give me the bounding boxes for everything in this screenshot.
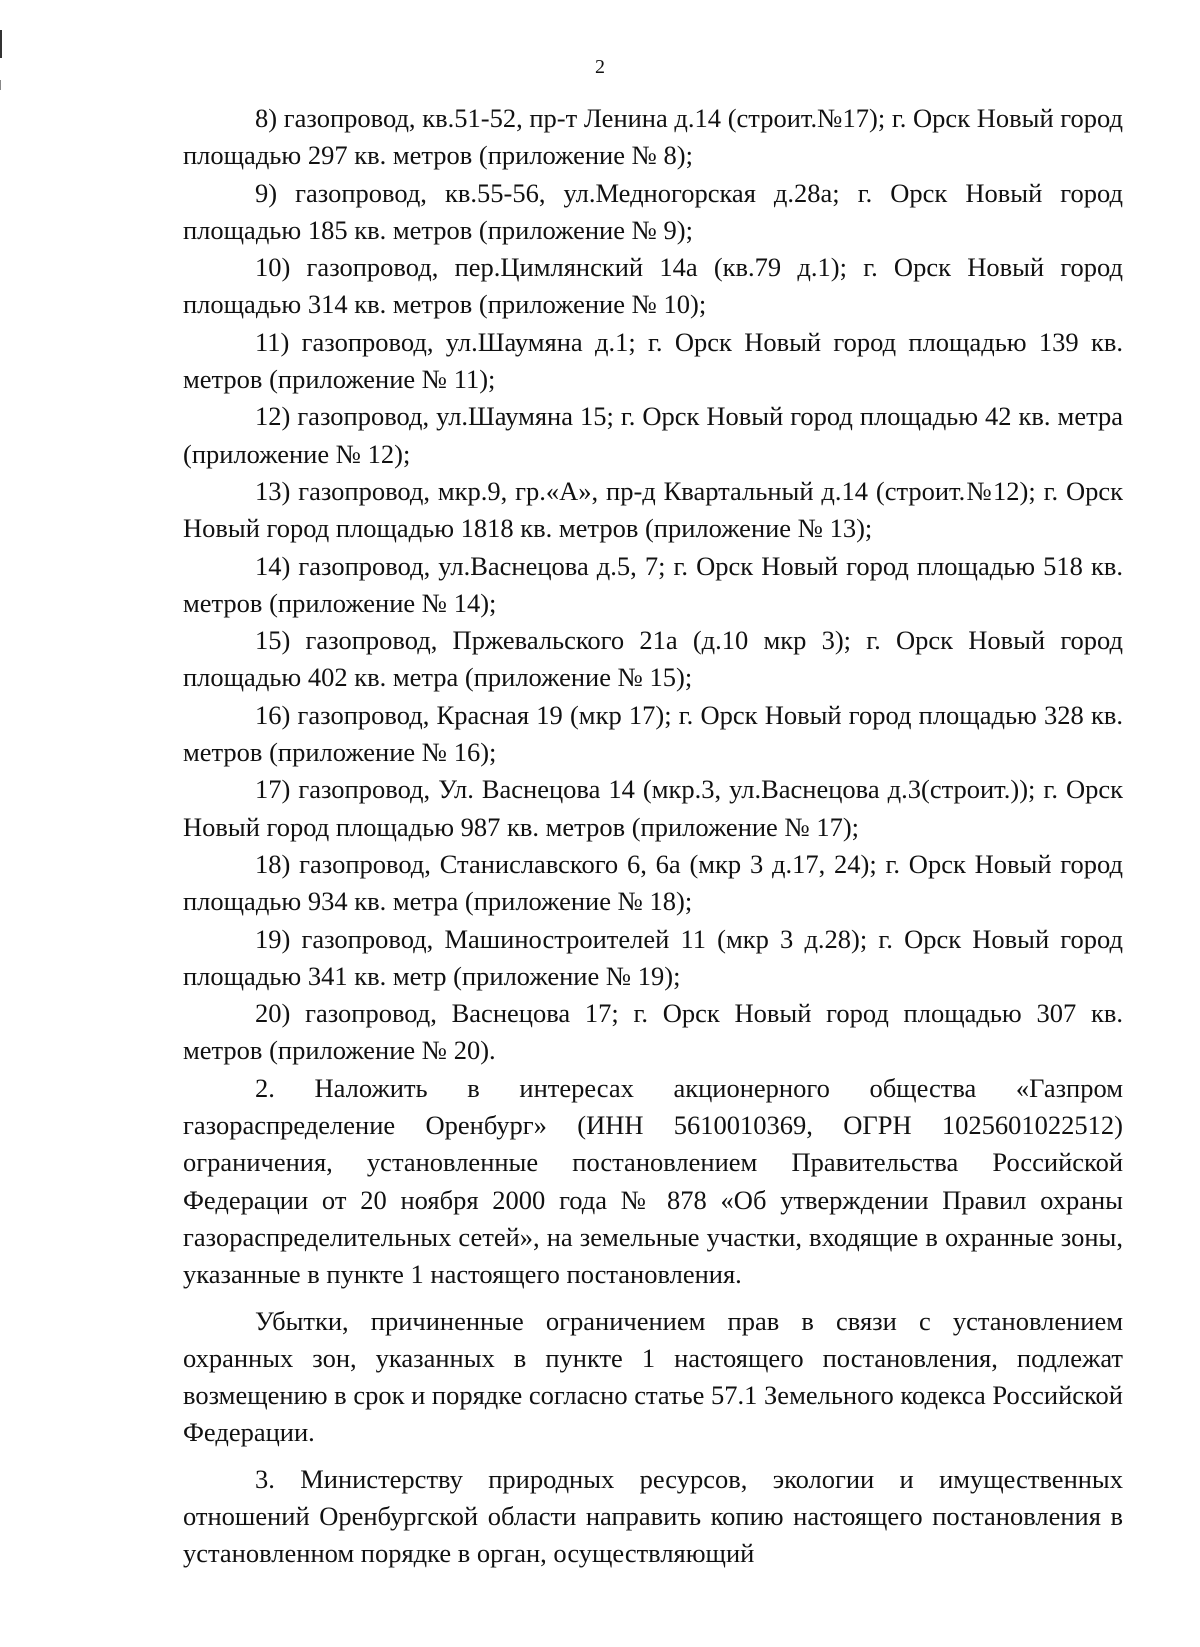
scan-edge-mark [0, 80, 1, 90]
list-item: 13) газопровод, мкр.9, гр.«А», пр-д Квартальный д.14 (строит.№12); г. Орск Новый город площадью 1818 кв. метров (приложение № 13); [183, 475, 1123, 544]
list-item: 14) газопровод, ул.Васнецова д.5, 7; г. Орск Новый город площадью 518 кв. метров (приложение № 14); [183, 550, 1123, 618]
list-item: 10) газопровод, пер.Цимлянский 14а (кв.79 д.1); г. Орск Новый город площадью 314 кв. метров (приложение № 10); [183, 252, 1123, 320]
scan-edge-mark [0, 30, 2, 58]
list-item: 11) газопровод, ул.Шаумяна д.1; г. Орск Новый город площадью 139 кв. метров (приложение № 11); [183, 326, 1123, 395]
list-item: 16) газопровод, Красная 19 (мкр 17); г. Орск Новый город площадью 328 кв. метров (приложение № 16); [183, 699, 1123, 768]
list-item: 9) газопровод, кв.55-56, ул.Медногорская д.28а; г. Орск Новый город площадью 185 кв. метров (приложение № 9); [183, 177, 1123, 245]
paragraph-3: 3. Министерству природных ресурсов, экологии и имущественных отношений Оренбургской области направить копию настоящего постановления в установленном порядке в орган, осуществляющий [183, 1463, 1123, 1569]
list-item: 12) газопровод, ул.Шаумяна 15; г. Орск Новый город площадью 42 кв. метра (приложение № 12); [183, 401, 1123, 469]
list-item: 19) газопровод, Машиностроителей 11 (мкр 3 д.28); г. Орск Новый город площадью 341 кв. метр (приложение № 19); [183, 923, 1123, 991]
list-item: 17) газопровод, Ул. Васнецова 14 (мкр.3, ул.Васнецова д.3(строит.)); г. Орск Новый город площадью 987 кв. метров (приложение № 17); [183, 774, 1123, 842]
list-item: 8) газопровод, кв.51-52, пр-т Ленина д.14 (строит.№17); г. Орск Новый город площадью 297 кв. метров (приложение № 8); [183, 103, 1123, 171]
page-number: 2 [595, 56, 605, 78]
document-body [183, 100, 1123, 1573]
list-item: 15) газопровод, Пржевальского 21а (д.10 мкр 3); г. Орск Новый город площадью 402 кв. метра (приложение № 15); [183, 625, 1123, 693]
list-item: 18) газопровод, Станиславского 6, 6а (мкр 3 д.17, 24); г. Орск Новый город площадью 934 кв. метра (приложение № 18); [183, 848, 1123, 917]
paragraph-losses: Убытки, причиненные ограничением прав в связи с установлением охранных зон, указанных в пункте 1 настоящего постановления, подлежат возмещению в срок и порядке согласно статье 57.1 Земельного кодекса Российской Федерации. [183, 1305, 1123, 1448]
paragraph-2: 2. Наложить в интересах акционерного общества «Газпром газораспределение Оренбург» (ИНН 5610010369, ОГРН 1025601022512) ограничения, установленные постановлением Правительства Российской Федерации от 20 ноября 2000 года № 878 «Об утверждении Правил охраны газораспределительных сетей», на земельные участки, входящие в охранные зоны, указанные в пункте 1 настоящего постановления. [183, 1072, 1123, 1290]
list-item: 20) газопровод, Васнецова 17; г. Орск Новый город площадью 307 кв. метров (приложение № 20). [183, 998, 1123, 1066]
